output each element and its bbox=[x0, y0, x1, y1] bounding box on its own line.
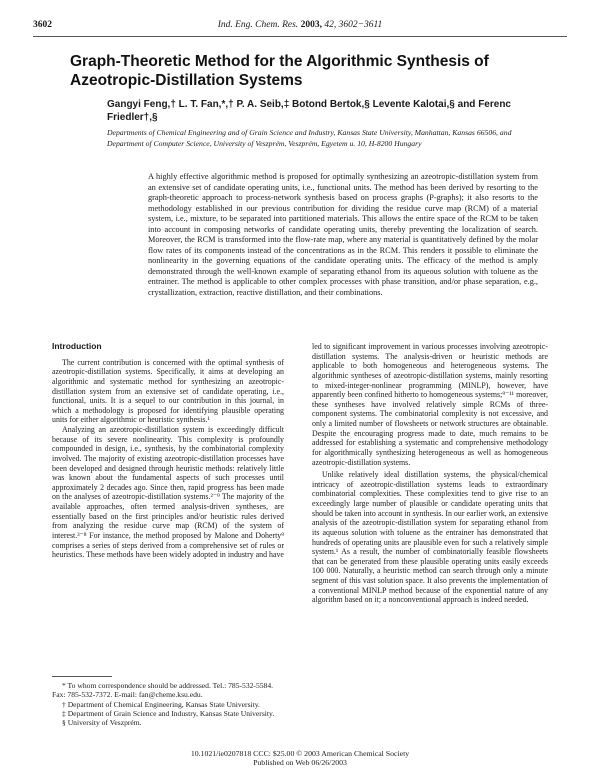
journal-year: 2003, bbox=[300, 20, 322, 30]
footnote: * To whom correspondence should be addressed. Tel.: 785-532-5584. Fax: 785-532-7372. E-mail: fan@cheme.ksu.edu. bbox=[52, 681, 274, 700]
page-number: 3602 bbox=[33, 20, 52, 30]
paragraph: Analyzing an azeotropic-distillation system is exceedingly difficult because of its severe nonlinearity. This complexity is profoundly compounded in design, i.e., synthesis, by the combinatorial complexity involved. The majority of existing azeotropic-distillation processes have been developed and designed through heuristic methods: relatively little was known about the fundamental aspects of such processes until approximately 2 decades ago. Since then, rapid progress has been made on the analyses of azeotropic-distillation systems.²⁻⁹ The majority of the available approaches, often termed analysis-driven syntheses, are essentially based on the first principles and/or heuristic rules derived from analyzing the residue curve map (RCM) of the system of interest.³⁻⁸ For instance, the method proposed by Malone and Doherty⁹ comprises a series of steps derived from a comprehensive set of rules or heuristics. These methods have been widely adopted in industry and have bbox=[52, 425, 284, 560]
running-header bbox=[33, 20, 567, 34]
footnote: ‡ Department of Grain Science and Industry, Kansas State University. bbox=[62, 708, 275, 718]
article-title: Graph-Theoretic Method for the Algorithmic Synthesis of Azeotropic-Distillation Systems bbox=[70, 53, 489, 89]
left-column bbox=[52, 342, 284, 560]
doi-line: 10.1021/ie0207818 CCC: $25.00 © 2003 American Chemical Society bbox=[190, 749, 410, 758]
affiliations: Departments of Chemical Engineering and of Grain Science and Industry, Kansas State University, Manhattan, Kansas 66506, and Department of Computer Science, University of Veszprém, Veszprém, Egyetem u. 10, H-8200 Hungary bbox=[107, 128, 512, 148]
paragraph: The current contribution is concerned with the optimal synthesis of azeotropic-distillation systems. Specifically, it aims at developing an algorithmic and systematic method for synthesizing an azeotropic-distillation system from an extensive set of candidate operating, i.e., functional, units. It is a sequel to our contribution in this journal, in which a methodology is proposed for identifying plausible operating units for either algorithmic or heuristic synthesis.¹ bbox=[52, 357, 284, 425]
journal-name: Ind. Eng. Chem. Res. bbox=[217, 20, 299, 30]
author-list: Gangyi Feng,† L. T. Fan,*,† P. A. Seib,‡ Botond Bertok,§ Levente Kalotai,§ and Ferenc Friedler†,§ bbox=[107, 99, 511, 123]
abstract: A highly effective algorithmic method is proposed for optimally synthesizing an azeotropic-distillation system from an extensive set of candidate operating units, i.e., functional units. The method has been derived by resorting to the graph-theoretic approach to process-network synthesis based on process graphs (P-graphs); it also resorts to the methodology established in our previous contribution for dividing the residue curve map (RCM) of a material system, i.e., mixture, to be separated into partitioned materials. This allows the entire space of the RCM to be taken into account in composing networks of candidate operating units, thereby preventing the localization of search. Moreover, the RCM is transformed into the flow-rate map, where any material is quantitatively defined by the molar flow rates of its components instead of the concentrations as in the RCM. This renders it possible to eliminate the nonlinearity in the governing equations of the candidate operating units. The efficacy of the method is amply demonstrated through the well-known example of separating ethanol from its aqueous solution with toluene as the entrainer. The method is applicable to other complex processes with phase transition, and/or phase separation, e.g., crystallization, extraction, reactive distillation, and their combinations. bbox=[148, 172, 538, 297]
journal-pages: 3602−3611 bbox=[338, 20, 383, 30]
page-footer bbox=[0, 749, 600, 767]
section-heading: Introduction bbox=[52, 341, 102, 351]
footnote: † Department of Chemical Engineering, Kansas State University. bbox=[62, 699, 260, 709]
publication-date: Published on Web 06/26/2003 bbox=[253, 758, 347, 767]
journal-volume: 42, bbox=[324, 20, 337, 30]
journal-citation bbox=[33, 20, 567, 30]
paragraph: led to significant improvement in various processes involving azeotropic-distillation systems. The analysis-driven or heuristic methods are applicable to both homogeneous and heterogeneous systems. The algorithmic syntheses of azeotropic-distillation systems, mainly resorting to mixed-integer-nonlinear programming (MINLP), however, have apparently been confined hitherto to homogeneous systems;⁹⁻¹¹ moreover, these syntheses have involved relatively simple RCMs of three-component systems. The combinatorial complexity is not excessive, and only a limited number of flowsheets or network structures are obtainable. Despite the encouraging progress made to date, much remains to be addressed for establishing a systematic and comprehensive methodology for algorithmically synthesizing heterogeneous as well as homogeneous azeotropic-distillation systems. bbox=[312, 342, 548, 467]
footnote: § University of Veszprém. bbox=[62, 718, 142, 728]
footnote-rule bbox=[52, 676, 112, 677]
right-column bbox=[312, 342, 548, 605]
header-rule bbox=[33, 36, 567, 37]
footnotes bbox=[52, 681, 284, 727]
paragraph: Unlike relatively ideal distillation systems, the physical/chemical intricacy of azeotropic-distillation systems leads to extraordinary combinatorial complexities. These complexities tend to give rise to an exceedingly large number of plausible or candidate operating units that should be taken into account in synthesis. In our earlier work, an extensive analysis of the azeotropic-distillation system for separating ethanol from its aqueous solution with toluene as the entrainer has demonstrated that hundreds of operating units are plausible even for such a relatively simple system.¹ As a result, the number of combinatorially feasible flowsheets that can be generated from these plausible operating units easily exceeds 100 000. Naturally, a heuristic method can search through only a minute segment of this vast solution space. It also prevents the implementation of a conventional MINLP method because of the exponential nature of any algorithm based on it; a nonconventional approach is indeed needed. bbox=[312, 470, 548, 605]
